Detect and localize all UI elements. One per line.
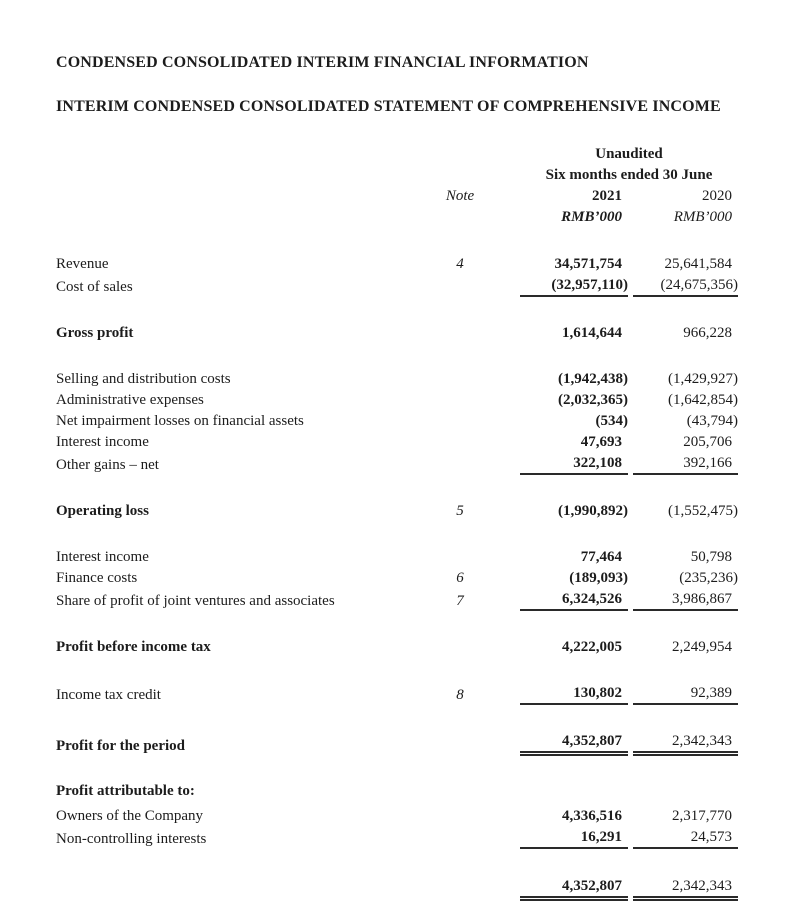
table-row bbox=[56, 588, 738, 611]
note-column-header: Note bbox=[445, 188, 475, 204]
row-label: Non-controlling interests bbox=[56, 831, 207, 847]
unaudited-header: Unaudited bbox=[595, 146, 663, 162]
spacer-cell bbox=[56, 343, 738, 368]
value-2020: 92,389 bbox=[633, 682, 738, 705]
table-row bbox=[56, 567, 738, 588]
spacer-row bbox=[56, 657, 738, 682]
row-label: Share of profit of joint ventures and associates bbox=[56, 593, 335, 609]
table-row bbox=[56, 389, 738, 410]
value-2020: 966,228 bbox=[683, 325, 733, 341]
spacer-row bbox=[56, 475, 738, 500]
value-2021: (534) bbox=[595, 413, 628, 429]
column-gap bbox=[490, 588, 520, 611]
column-gap bbox=[490, 500, 520, 521]
statement-header bbox=[56, 143, 738, 253]
year-2021-header: 2021 bbox=[592, 188, 622, 204]
header-empty bbox=[56, 185, 430, 206]
value-2021: 34,571,754 bbox=[554, 256, 622, 272]
table-row bbox=[56, 780, 738, 801]
value-2021: 77,464 bbox=[580, 549, 622, 565]
value-2021: 4,336,516 bbox=[562, 808, 622, 824]
column-gap bbox=[490, 805, 520, 826]
spacer-cell bbox=[56, 849, 738, 875]
header-row-unaudited bbox=[56, 143, 738, 164]
value-2021: 322,108 bbox=[520, 452, 628, 475]
document-title: CONDENSED CONSOLIDATED INTERIM FINANCIAL INFORMATION bbox=[56, 54, 589, 71]
value-2021: (2,032,365) bbox=[558, 392, 628, 408]
value-2020: (1,642,854) bbox=[668, 392, 739, 408]
spacer-cell bbox=[56, 657, 738, 682]
value-2020: 24,573 bbox=[633, 826, 738, 849]
value-2021: (1,942,438) bbox=[558, 371, 628, 387]
table-row bbox=[56, 431, 738, 452]
table-row bbox=[56, 875, 738, 901]
value-2020: 50,798 bbox=[690, 549, 733, 565]
value-2021: 47,693 bbox=[580, 434, 622, 450]
row-label: Profit for the period bbox=[56, 738, 186, 754]
row-note bbox=[430, 805, 490, 826]
value-2020: (1,552,475) bbox=[668, 503, 739, 519]
row-note bbox=[430, 546, 490, 567]
row-note: 5 bbox=[456, 503, 464, 519]
value-2020: (1,429,927) bbox=[668, 371, 739, 387]
value-2020: 3,986,867 bbox=[633, 588, 738, 611]
row-note: 6 bbox=[456, 570, 464, 586]
row-label: Operating loss bbox=[56, 503, 149, 519]
row-label: Profit before income tax bbox=[56, 639, 211, 655]
value-2021: 130,802 bbox=[520, 682, 628, 705]
value-2021: 16,291 bbox=[520, 826, 628, 849]
row-note bbox=[430, 875, 490, 901]
spacer-cell bbox=[56, 756, 738, 780]
column-gap bbox=[490, 826, 520, 849]
row-label: Interest income bbox=[56, 434, 149, 450]
header-empty bbox=[490, 185, 520, 206]
spacer-cell bbox=[56, 297, 738, 322]
row-label: Administrative expenses bbox=[56, 392, 204, 408]
period-header: Six months ended 30 June bbox=[545, 167, 713, 183]
header-empty bbox=[56, 143, 520, 164]
value-2020: 25,641,584 bbox=[664, 256, 733, 272]
table-row bbox=[56, 500, 738, 521]
income-statement-table bbox=[56, 143, 738, 901]
header-row-years bbox=[56, 185, 738, 206]
spacer-cell bbox=[56, 475, 738, 500]
row-label: Selling and distribution costs bbox=[56, 371, 231, 387]
value-2020: 2,317,770 bbox=[672, 808, 733, 824]
row-label: Cost of sales bbox=[56, 279, 133, 295]
column-gap bbox=[490, 875, 520, 901]
spacer-cell bbox=[56, 705, 738, 730]
value-2021: (32,957,110) bbox=[520, 274, 628, 297]
header-spacer-row bbox=[56, 227, 738, 253]
row-note bbox=[430, 389, 490, 410]
row-note bbox=[430, 452, 490, 475]
row-label: Owners of the Company bbox=[56, 808, 204, 824]
header-empty bbox=[56, 227, 738, 253]
spacer-row bbox=[56, 611, 738, 636]
column-gap bbox=[490, 431, 520, 452]
table-row bbox=[56, 826, 738, 849]
spacer-row bbox=[56, 849, 738, 875]
year-2020-header: 2020 bbox=[702, 188, 733, 204]
row-note bbox=[430, 636, 490, 657]
row-note: 4 bbox=[456, 256, 464, 272]
row-label: Profit attributable to: bbox=[56, 783, 195, 799]
value-2021 bbox=[520, 780, 628, 801]
row-note bbox=[430, 826, 490, 849]
value-2020: 2,249,954 bbox=[672, 639, 733, 655]
table-row bbox=[56, 546, 738, 567]
row-label: Finance costs bbox=[56, 570, 138, 586]
value-2020: (24,675,356) bbox=[633, 274, 738, 297]
value-2020: (235,236) bbox=[679, 570, 739, 586]
column-gap bbox=[490, 567, 520, 588]
row-label: Other gains – net bbox=[56, 457, 159, 473]
column-gap bbox=[490, 730, 520, 756]
column-gap bbox=[490, 274, 520, 297]
column-gap bbox=[490, 410, 520, 431]
table-row bbox=[56, 274, 738, 297]
table-row bbox=[56, 636, 738, 657]
value-2020 bbox=[633, 780, 738, 801]
value-2021: (189,093) bbox=[569, 570, 628, 586]
spacer-row bbox=[56, 756, 738, 780]
value-2020: 392,166 bbox=[633, 452, 738, 475]
row-note bbox=[430, 410, 490, 431]
column-gap bbox=[490, 389, 520, 410]
spacer-cell bbox=[56, 521, 738, 546]
value-2020: 2,342,343 bbox=[633, 875, 738, 901]
header-empty bbox=[490, 206, 520, 227]
column-gap bbox=[490, 368, 520, 389]
table-row bbox=[56, 452, 738, 475]
table-row bbox=[56, 730, 738, 756]
row-note bbox=[430, 780, 490, 801]
header-empty bbox=[56, 206, 430, 227]
column-gap bbox=[490, 452, 520, 475]
row-note bbox=[430, 274, 490, 297]
value-2020: 2,342,343 bbox=[633, 730, 738, 756]
header-empty bbox=[430, 206, 490, 227]
value-2021: 4,352,807 bbox=[520, 730, 628, 756]
value-2021: 4,222,005 bbox=[562, 639, 622, 655]
row-label: Income tax credit bbox=[56, 687, 161, 703]
currency-2020-header: RMB’000 bbox=[673, 209, 733, 225]
spacer-row bbox=[56, 297, 738, 322]
statement-body bbox=[56, 253, 738, 901]
row-note bbox=[430, 322, 490, 343]
value-2020: (43,794) bbox=[686, 413, 739, 429]
currency-2021-header: RMB’000 bbox=[561, 209, 622, 225]
column-gap bbox=[490, 253, 520, 274]
value-2020: 205,706 bbox=[683, 434, 733, 450]
header-empty bbox=[56, 164, 520, 185]
table-row bbox=[56, 322, 738, 343]
column-gap bbox=[490, 636, 520, 657]
value-2021: 1,614,644 bbox=[562, 325, 622, 341]
row-label: Revenue bbox=[56, 256, 109, 272]
row-label: Interest income bbox=[56, 549, 149, 565]
table-row bbox=[56, 805, 738, 826]
header-row-period bbox=[56, 164, 738, 185]
row-label: Net impairment losses on financial assets bbox=[56, 413, 304, 429]
column-gap bbox=[490, 682, 520, 705]
row-note: 7 bbox=[456, 593, 464, 609]
spacer-row bbox=[56, 705, 738, 730]
row-note bbox=[430, 368, 490, 389]
column-gap bbox=[490, 780, 520, 801]
spacer-row bbox=[56, 521, 738, 546]
table-row bbox=[56, 410, 738, 431]
table-row bbox=[56, 368, 738, 389]
row-note bbox=[430, 431, 490, 452]
value-2021: 6,324,526 bbox=[520, 588, 628, 611]
row-label: Gross profit bbox=[56, 325, 134, 341]
table-row bbox=[56, 253, 738, 274]
row-label bbox=[56, 875, 430, 901]
statement-title: INTERIM CONDENSED CONSOLIDATED STATEMENT OF COMPREHENSIVE INCOME bbox=[56, 98, 721, 115]
row-note: 8 bbox=[456, 687, 464, 703]
column-gap bbox=[490, 546, 520, 567]
value-2021: (1,990,892) bbox=[558, 503, 628, 519]
spacer-row bbox=[56, 343, 738, 368]
column-gap bbox=[490, 322, 520, 343]
value-2021: 4,352,807 bbox=[520, 875, 628, 901]
spacer-cell bbox=[56, 611, 738, 636]
table-row bbox=[56, 682, 738, 705]
header-row-units bbox=[56, 206, 738, 227]
row-note bbox=[430, 730, 490, 756]
